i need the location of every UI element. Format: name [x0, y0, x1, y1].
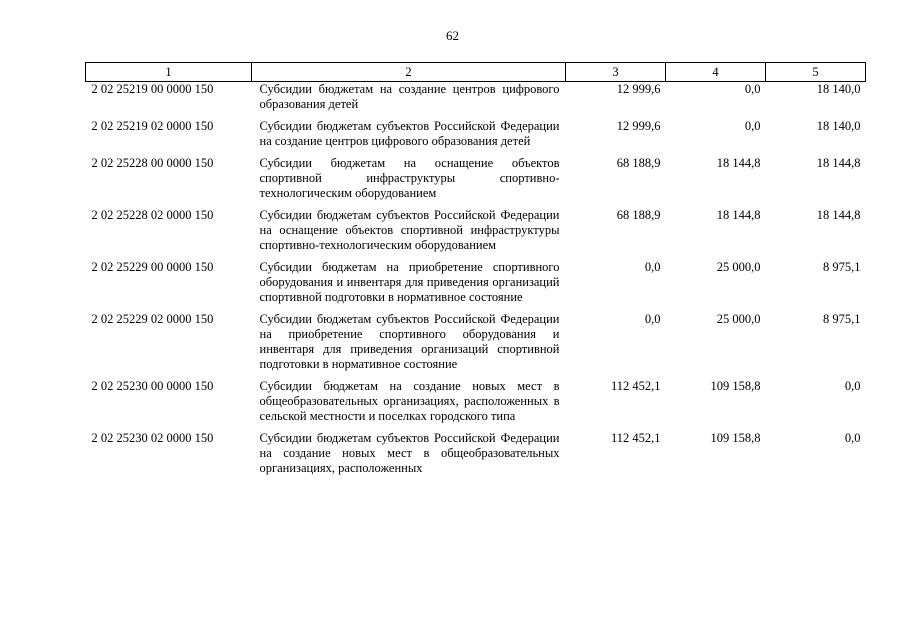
value-col-4: 109 158,8: [710, 379, 761, 393]
value-col-3: 0,0: [644, 260, 661, 274]
budget-code: 2 02 25229 00 0000 150: [91, 260, 214, 274]
value-col-4: 0,0: [744, 119, 761, 133]
budget-code: 2 02 25229 02 0000 150: [91, 312, 214, 326]
value-col-5: 8 975,1: [823, 260, 861, 274]
value-col-4: 25 000,0: [716, 260, 761, 274]
item-description: Субсидии бюджетам на оснащение объектов спортивной инфраструктуры спортивно-технологическим оборудованием: [259, 156, 560, 200]
value-col-5: 0,0: [844, 379, 861, 393]
item-description: Субсидии бюджетам на создание центров цифрового образования детей: [259, 82, 560, 111]
item-description: Субсидии бюджетам субъектов Российской Федерации на оснащение объектов спортивной инфраструктуры спортивно-технологическим оборудованием: [259, 208, 560, 252]
budget-code: 2 02 25230 00 0000 150: [91, 379, 214, 393]
table-row: [86, 312, 866, 379]
value-col-3: 0,0: [644, 312, 661, 326]
column-header-1: 1: [86, 63, 252, 82]
value-col-3: 12 999,6: [616, 82, 661, 96]
value-col-3: 68 188,9: [616, 208, 661, 222]
budget-code: 2 02 25219 02 0000 150: [91, 119, 214, 133]
item-description: Субсидии бюджетам субъектов Российской Федерации на приобретение спортивного оборудования и инвентаря для приведения организаций спортивной подготовки в нормативное состояние: [259, 312, 560, 371]
table-row: [86, 156, 866, 208]
table-row: [86, 119, 866, 156]
column-header-3: 3: [566, 63, 666, 82]
value-col-4: 109 158,8: [710, 431, 761, 445]
budget-code: 2 02 25230 02 0000 150: [91, 431, 214, 445]
value-col-5: 18 140,0: [816, 82, 861, 96]
item-description: Субсидии бюджетам субъектов Российской Федерации на создание новых мест в общеобразовательных организациях, расположенных: [259, 431, 560, 475]
value-col-5: 8 975,1: [823, 312, 861, 326]
value-col-4: 25 000,0: [716, 312, 761, 326]
value-col-3: 12 999,6: [616, 119, 661, 133]
table-row: [86, 431, 866, 483]
table-row: [86, 379, 866, 431]
value-col-4: 18 144,8: [716, 208, 761, 222]
value-col-5: 18 140,0: [816, 119, 861, 133]
item-description: Субсидии бюджетам на создание новых мест в общеобразовательных организациях, расположенных в сельской местности и поселках городского типа: [259, 379, 560, 423]
column-header-5: 5: [766, 63, 866, 82]
value-col-4: 18 144,8: [716, 156, 761, 170]
value-col-4: 0,0: [744, 82, 761, 96]
budget-table: [85, 62, 866, 483]
value-col-3: 112 452,1: [610, 379, 661, 393]
column-header-2: 2: [252, 63, 566, 82]
item-description: Субсидии бюджетам субъектов Российской Федерации на создание центров цифрового образования детей: [259, 119, 560, 148]
value-col-5: 18 144,8: [816, 208, 861, 222]
value-col-3: 112 452,1: [610, 431, 661, 445]
budget-code: 2 02 25228 02 0000 150: [91, 208, 214, 222]
page-number: 62: [446, 28, 459, 43]
column-header-4: 4: [666, 63, 766, 82]
table-header-row: [86, 63, 866, 82]
value-col-5: 18 144,8: [816, 156, 861, 170]
value-col-5: 0,0: [844, 431, 861, 445]
budget-code: 2 02 25219 00 0000 150: [91, 82, 214, 96]
table-row: [86, 82, 866, 120]
table-row: [86, 208, 866, 260]
table-row: [86, 260, 866, 312]
item-description: Субсидии бюджетам на приобретение спортивного оборудования и инвентаря для приведения организаций спортивной подготовки в нормативное состояние: [259, 260, 560, 304]
budget-code: 2 02 25228 00 0000 150: [91, 156, 214, 170]
value-col-3: 68 188,9: [616, 156, 661, 170]
